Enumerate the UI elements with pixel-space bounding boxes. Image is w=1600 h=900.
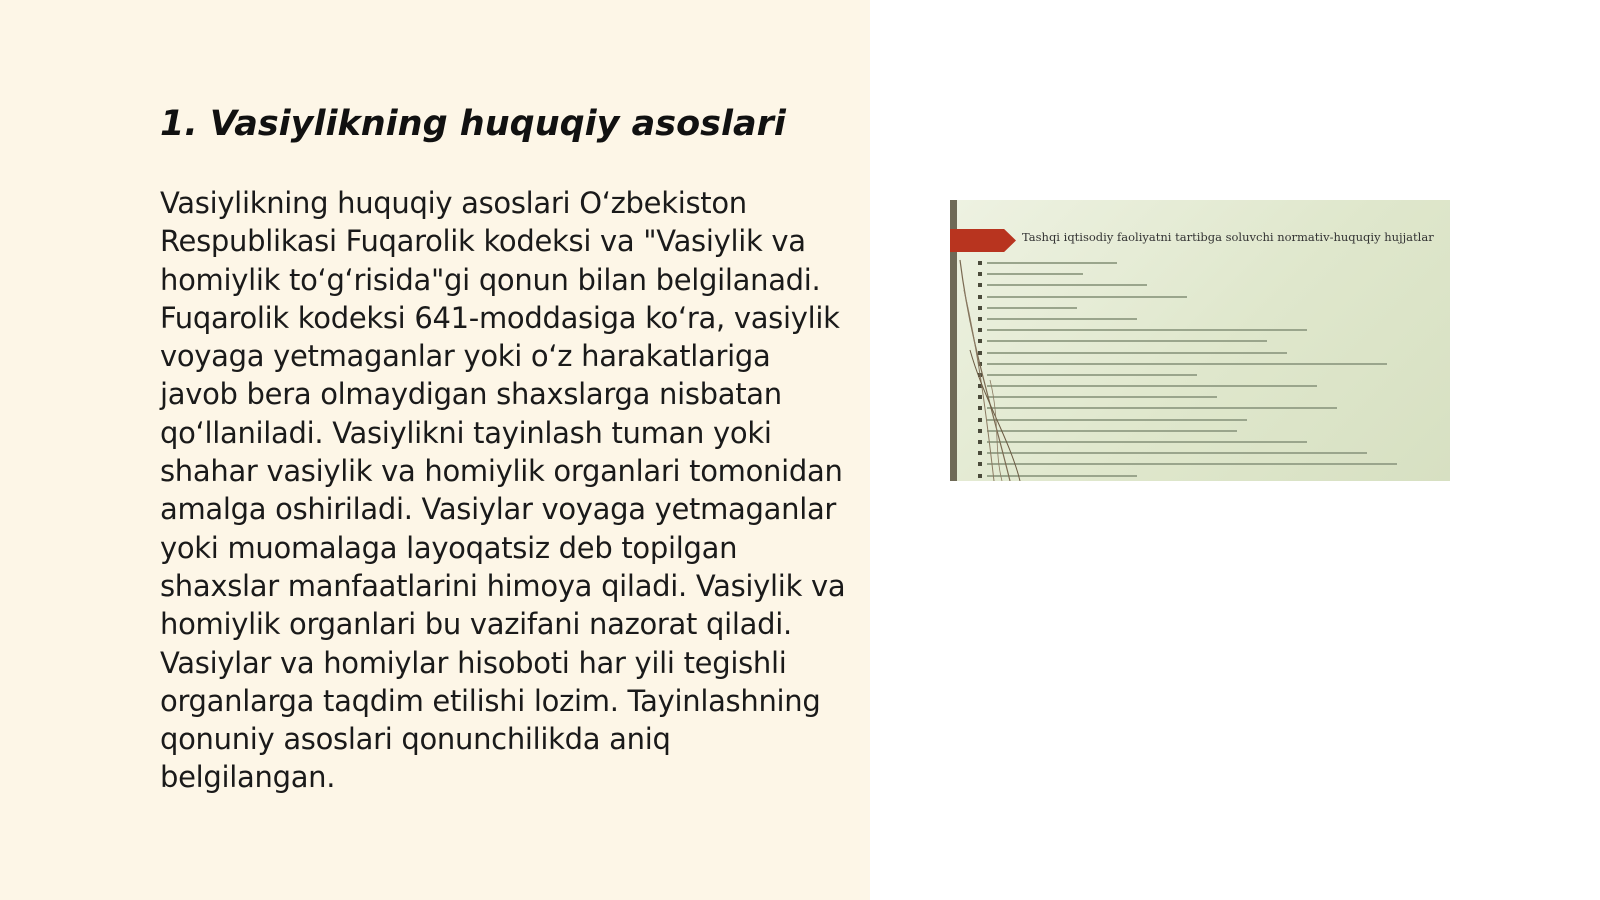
slide-thumbnail-image	[950, 200, 1450, 481]
thumbnail-vine-decoration	[950, 200, 1450, 481]
thumbnail-title: Tashqi iqtisodiy faoliyatni tartibga soluvchi normativ-huquqiy hujjatlar	[1022, 230, 1434, 244]
slide-body-text: Vasiylikning huquqiy asoslari Oʻzbekiston Respublikasi Fuqarolik kodeksi va "Vasiylik va homiylik toʻgʻrisida"gi qonun bilan belgilanadi. Fuqarolik kodeksi 641-moddasiga koʻra, vasiylik voyaga yetmaganlar yoki oʻz harakatlariga javob bera olmaydigan shaxslarga nisbatan qoʻllaniladi. Vasiylikni tayinlash tuman yoki shahar vasiylik va homiylik organlari tomonidan amalga oshiriladi. Vasiylar voyaga yetmaganlar yoki muomalaga layoqatsiz deb topilgan shaxslar manfaatlarini himoya qiladi. Vasiylik va homiylik organlari bu vazifani nazorat qiladi. Vasiylar va homiylar hisoboti har yili tegishli organlarga taqdim etilishi lozim. Tayinlashning qonuniy asoslari qonunchilikda aniq belgilangan.	[160, 186, 846, 795]
slide-title: 1. Vasiylikning huquqiy asoslari	[160, 104, 786, 144]
